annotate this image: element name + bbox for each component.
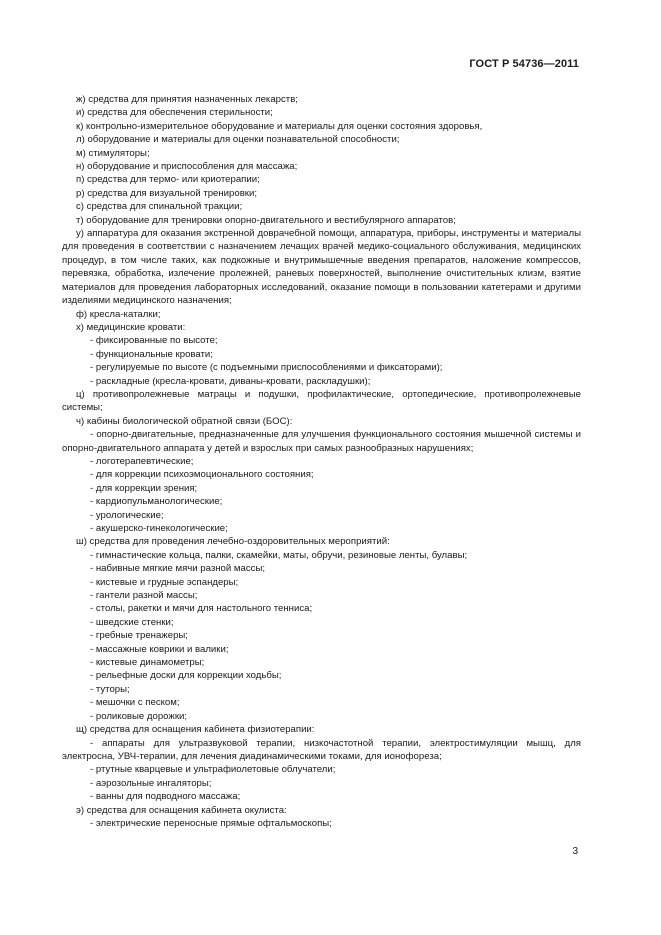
- sub-item: - набивные мягкие мячи разной массы;: [90, 563, 266, 575]
- sub-item: - массажные коврики и валики;: [90, 643, 229, 655]
- sub-item: - туторы;: [90, 683, 130, 695]
- page-number: 3: [572, 846, 578, 857]
- sub-item: - аэрозольные ингаляторы;: [90, 777, 212, 789]
- list-item: р) средства для визуальной тренировки;: [76, 187, 258, 199]
- list-item: э) средства для оснащения кабинета окулиста:: [76, 804, 287, 816]
- sub-item: - ванны для подводного массажа;: [90, 791, 241, 803]
- sub-item: - электрические переносные прямые офтальмоскопы;: [90, 817, 332, 829]
- sub-item: - роликовые дорожки;: [90, 710, 188, 722]
- sub-item: - столы, ракетки и мячи для настольного тенниса;: [90, 603, 313, 615]
- sub-item: - аппараты для ультразвуковой терапии, низкочастотной терапии, электростимуляции мышц, для электросна, УВЧ-терапии, для лечения диадинамическими токами, для ионофореза;: [62, 737, 581, 762]
- document-header: ГОСТ Р 54736—2011: [469, 58, 579, 70]
- sub-item: - рельефные доски для коррекции ходьбы;: [90, 670, 282, 682]
- list-item: т) оборудование для тренировки опорно-двигательного и вестибулярного аппаратов;: [76, 214, 456, 226]
- list-item: ц) противопролежневые матрацы и подушки, профилактические, ортопедические, противопролежневые системы;: [62, 388, 581, 414]
- list-item: щ) средства для оснащения кабинета физиотерапии:: [76, 724, 315, 736]
- sub-item: - раскладные (кресла-кровати, диваны-кровати, раскладушки);: [90, 375, 371, 387]
- sub-item: - кардиопульманологические;: [90, 496, 223, 508]
- list-item: и) средства для обеспечения стерильности;: [76, 107, 273, 119]
- list-item: ч) кабины биологической обратной связи (БОС):: [76, 415, 293, 427]
- sub-item: - фиксированные по высоте;: [90, 335, 218, 347]
- sub-item: - акушерско-гинекологические;: [90, 523, 228, 534]
- list-item: с) средства для спинальной тракции;: [76, 201, 243, 213]
- list-item: ш) средства для проведения лечебно-оздоровительных мероприятий:: [76, 536, 390, 548]
- sub-item: - кистевые динамометры;: [90, 657, 205, 669]
- sub-item: - регулируемые по высоте (с подъемными приспособлениями и фиксаторами);: [90, 362, 443, 374]
- list-item: ф) кресла-каталки;: [76, 308, 161, 320]
- sub-item: - мешочки с песком;: [90, 697, 180, 709]
- list-item: х) медицинские кровати:: [76, 321, 186, 333]
- sub-item: - гантели разной массы;: [90, 590, 198, 602]
- sub-item: - функциональные кровати;: [90, 348, 213, 360]
- list-item: у) аппаратура для оказания экстренной доврачебной помощи, аппаратура, приборы, инструменты и материалы для проведения в соответствии с назначением лечащих врачей медико-социального обслуживания, медицинских процедур, в том числе таких, как подкожные и внутримышечные введения препаратов, наложение компрессов, перевязка, обработка, излечение пролежней, раневых поверхностей, выполнение очистительных клизм, взятие материалов для проведения лабораторных исследований, оказание помощи в пользовании катетерами и другими изделиями медицинского назначения;: [62, 228, 581, 307]
- sub-item: - для коррекции психоэмоционального состояния;: [90, 469, 314, 481]
- list-item: к) контрольно-измерительное оборудование и материалы для оценки состояния здоровья,: [76, 120, 483, 132]
- sub-item: - урологические;: [90, 509, 164, 521]
- sub-item: - ртутные кварцевые и ультрафиолетовые облучатели;: [90, 764, 336, 776]
- list-item: ж) средства для принятия назначенных лекарств;: [76, 94, 298, 105]
- sub-item: - для коррекции зрения;: [90, 482, 198, 494]
- sub-item: - кистевые и грудные эспандеры;: [90, 576, 239, 588]
- sub-item: - логотерапевтические;: [90, 455, 194, 467]
- sub-item: - гребные тренажеры;: [90, 630, 188, 642]
- sub-item: - гимнастические кольца, палки, скамейки, маты, обручи, резиновые ленты, булавы;: [90, 549, 468, 561]
- sub-item: - шведские стенки;: [90, 616, 174, 628]
- sub-item: - опорно-двигательные, предназначенные для улучшения функционального состояния мышечной системы и опорно-двигательного аппарата у детей и взрослых при самых разнообразных нарушениях;: [62, 429, 581, 454]
- document-body: [62, 93, 581, 830]
- list-item: н) оборудование и приспособления для массажа;: [76, 161, 298, 173]
- list-item: п) средства для термо- или криотерапии;: [76, 174, 260, 186]
- list-item: л) оборудование и материалы для оценки познавательной способности;: [76, 134, 400, 146]
- list-item: м) стимуляторы;: [76, 147, 150, 159]
